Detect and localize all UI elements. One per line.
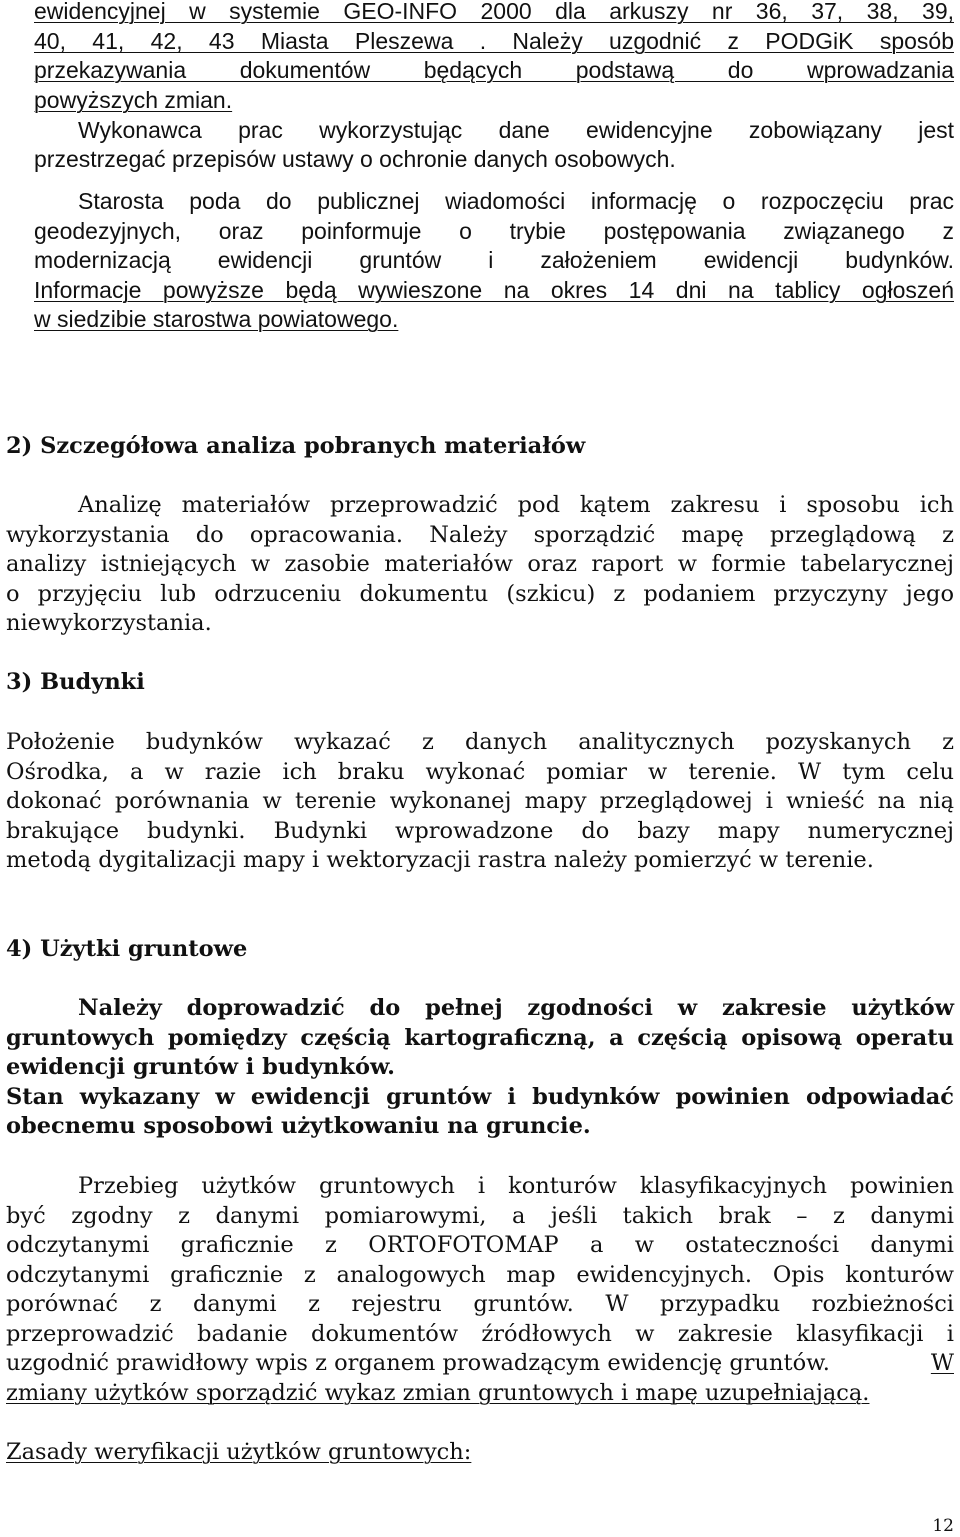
intro-line-8: geodezyjnych, oraz poinformuje o trybie postępowania związanego z	[34, 218, 954, 244]
section-4-line-6: przeprowadzić badanie dokumentów źródłowych w zakresie klasyfikacji i	[6, 1321, 954, 1347]
section-4-bold-line-1: Należy doprowadzić do pełnej zgodności w zakresie użytków	[78, 995, 954, 1021]
section-4-line-7	[6, 1348, 954, 1378]
section-2-line-5: niewykorzystania.	[6, 610, 212, 636]
section-2-line-2: wykorzystania do opracowania. Należy sporządzić mapę przeglądową z	[6, 522, 954, 548]
section-3-line-4: brakujące budynki. Budynki wprowadzone do bazy mapy numerycznej	[6, 818, 954, 844]
section-4-line-5: porównać z danymi z rejestru gruntów. W przypadku rozbieżności	[6, 1291, 954, 1317]
section-3-line-1: Położenie budynków wykazać z danych analitycznych pozyskanych z	[6, 729, 954, 755]
section-2-heading: 2) Szczegółowa analiza pobranych materiałów	[6, 433, 586, 459]
section-3-heading: 3) Budynki	[6, 669, 145, 695]
section-4-bold-line-4: Stan wykazany w ewidencji gruntów i budynków powinien odpowiadać	[6, 1084, 954, 1110]
section-2-line-4: o przyjęciu lub odrzuceniu dokumentu (szkicu) z podaniem przyczyny jego	[6, 581, 954, 607]
intro-line-7: Starosta poda do publicznej wiadomości informację o rozpoczęciu prac	[78, 188, 954, 214]
section-2-line-1: Analizę materiałów przeprowadzić pod kątem zakresu i sposobu ich	[78, 492, 954, 518]
intro-line-6: przestrzegać przepisów ustawy o ochronie danych osobowych.	[34, 146, 676, 172]
intro-line-10: Informacje powyższe będą wywieszone na okres 14 dni na tablicy ogłoszeń	[34, 277, 954, 303]
verification-heading: Zasady weryfikacji użytków gruntowych:	[6, 1439, 472, 1465]
section-4-line-2: być zgodny z danymi pomiarowymi, a jeśli takich brak – z danymi	[6, 1203, 954, 1229]
intro-line-3: przekazywania dokumentów będących podstawą do wprowadzania	[34, 57, 954, 83]
intro-line-1: ewidencyjnej w systemie GEO-INFO 2000 dla arkuszy nr 36, 37, 38, 39,	[34, 0, 954, 24]
section-4-heading: 4) Użytki gruntowe	[6, 936, 248, 962]
section-2-line-3: analizy istniejących w zasobie materiałów oraz raport w formie tabelarycznej	[6, 551, 954, 577]
section-4-line-3: odczytanymi graficznie z ORTOFOTOMAP a w ostateczności danymi	[6, 1232, 954, 1258]
section-4-bold-line-5: obecnemu sposobowi użytkowaniu na gruncie.	[6, 1113, 591, 1139]
section-4-line-7-text: uzgodnić prawidłowy wpis z organem prowadzącym ewidencję gruntów.	[6, 1350, 830, 1376]
intro-line-9: modernizacją ewidencji gruntów i założeniem ewidencji budynków.	[34, 247, 954, 273]
section-4-line-1: Przebieg użytków gruntowych i konturów klasyfikacyjnych powinien	[78, 1173, 954, 1199]
section-4-bold-line-3: ewidencji gruntów i budynków.	[6, 1054, 395, 1080]
section-3-line-2: Ośrodka, a w razie ich braku wykonać pomiar w terenie. W tym celu	[6, 759, 954, 785]
section-3-line-5: metodą dygitalizacji mapy i wektoryzacji rastra należy pomierzyć w terenie.	[6, 847, 874, 873]
section-4-line-7-underlined-tail: W	[930, 1350, 954, 1376]
section-3-line-3: dokonać porównania w terenie wykonanej mapy przeglądowej i wnieść na nią	[6, 788, 954, 814]
intro-line-5: Wykonawca prac wykorzystując dane ewidencyjne zobowiązany jest	[78, 117, 954, 143]
section-4-line-4: odczytanymi graficznie z analogowych map ewidencyjnych. Opis konturów	[6, 1262, 954, 1288]
section-4-bold-line-2: gruntowych pomiędzy częścią kartograficzną, a częścią opisową operatu	[6, 1025, 954, 1051]
intro-line-11: w siedzibie starostwa powiatowego.	[34, 306, 399, 332]
intro-line-2: 40, 41, 42, 43 Miasta Pleszewa . Należy uzgodnić z PODGiK sposób	[34, 28, 954, 54]
page-number: 12	[932, 1516, 954, 1536]
intro-line-4: powyższych zmian.	[34, 87, 233, 113]
section-4-underlined-line: zmiany użytków sporządzić wykaz zmian gruntowych i mapę uzupełniającą.	[6, 1380, 870, 1406]
